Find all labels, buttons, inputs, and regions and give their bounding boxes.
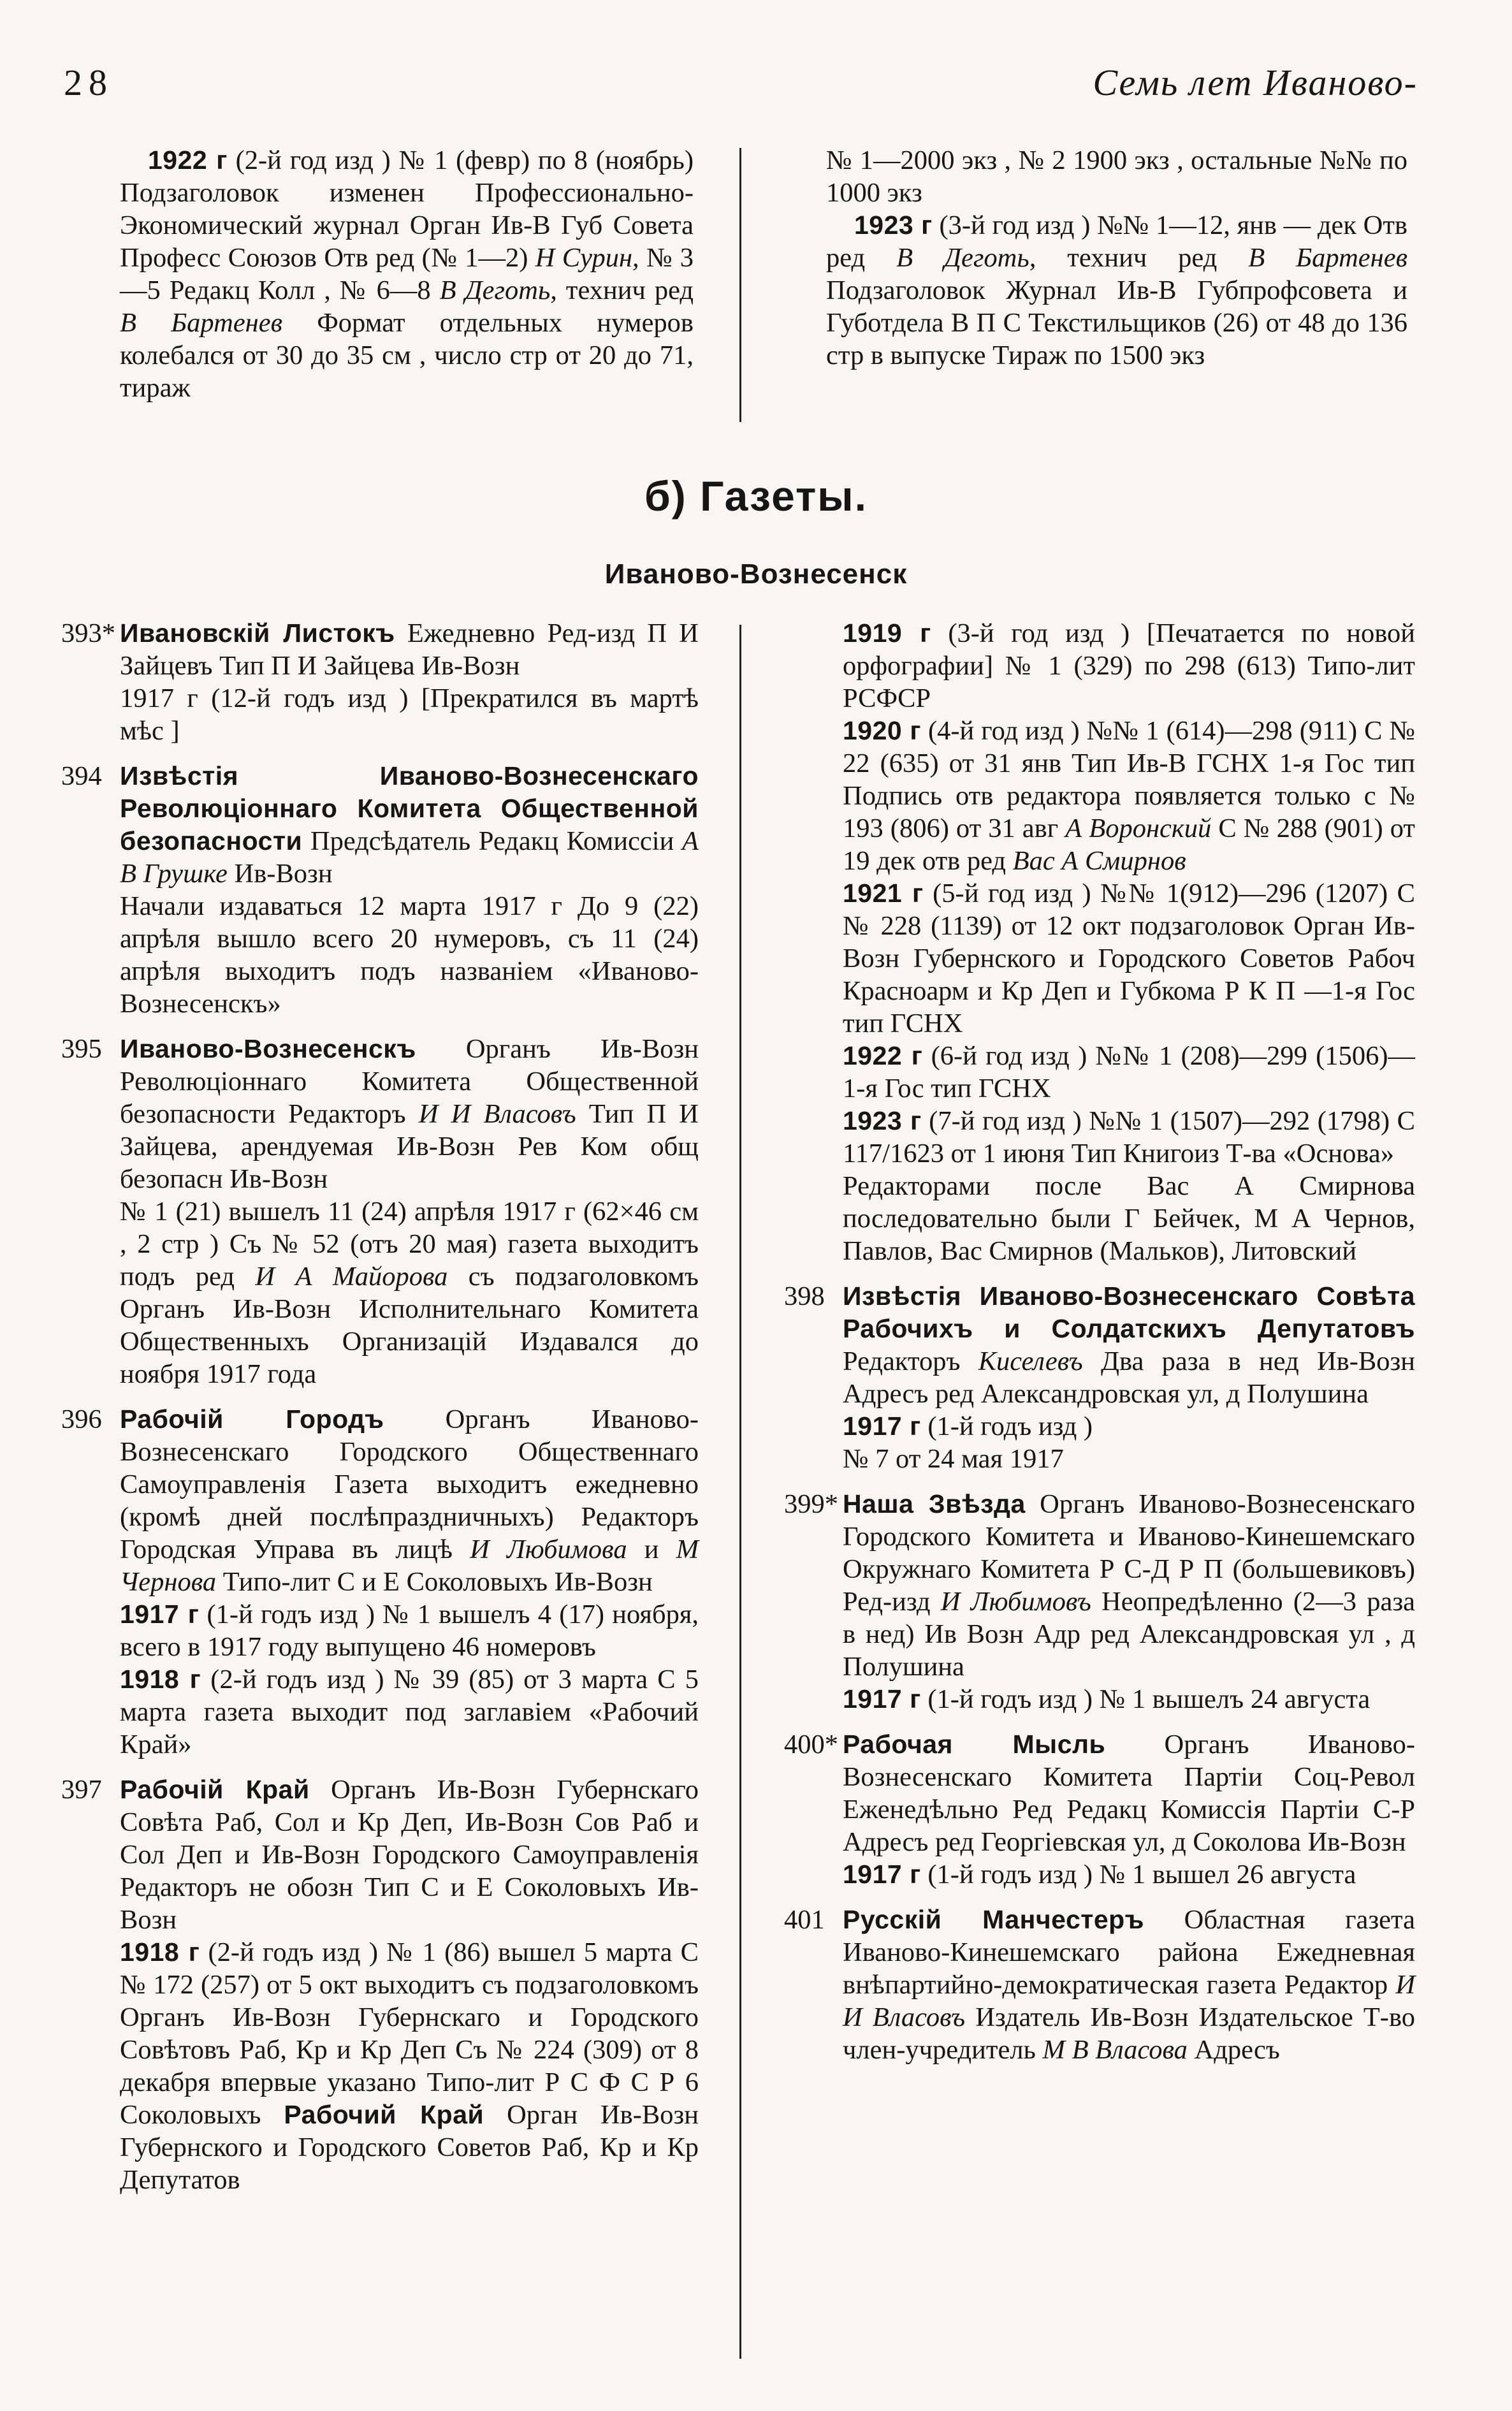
entry-text xyxy=(120,1936,699,2196)
newspaper-title: Извѣстія Иваново-Вознесенскаго Совѣта Рабочихъ и Солдатскихъ Депутатовъ xyxy=(843,1281,1415,1343)
year-label: 1917 г xyxy=(843,1411,921,1441)
entry-text xyxy=(843,1410,1415,1443)
text: Ежедневно Ред-изд П И Зайцевъ Тип П И Зайцева Ив-Возн xyxy=(120,618,699,681)
entry-number: 396 xyxy=(61,1404,102,1434)
text: (4-й год изд ) №№ 1 (614)—298 (911) С № 22 (635) от 31 янв Тип Ив-В ГСНХ 1-я Гос тип Подпись отв редактора появляется только с № 193 (806) от 31 авг xyxy=(843,716,1415,843)
text: Ив-Возн xyxy=(234,859,333,889)
text: (3-й год изд ) [Печатается по новой орфографии] № 1 (329) по 298 (613) Типо-лит РСФСР xyxy=(843,618,1415,713)
entry-text xyxy=(120,890,699,1020)
text: Издатель Ив-Возн Издательское Т-во член-учредитель xyxy=(843,2002,1415,2065)
text: (3-й год изд ) №№ 1—12, янв — дек Отв ред xyxy=(826,210,1407,273)
editor-name: А Воронский xyxy=(1065,813,1212,843)
text: съ подзаголовкомъ Органъ Ив-Возн Исполнительнаго Комитета Общественныхъ Организацій Издавался до ноября 1917 года xyxy=(120,1262,699,1389)
text: Орган Ив-Возн Губернского и Городского Советов Раб, Кр и Кр Депутатов xyxy=(120,2100,699,2195)
entry-text xyxy=(843,1488,1415,1683)
entry-397 xyxy=(61,1774,699,2196)
entry-number: 397 xyxy=(61,1775,102,1805)
entry-number: 401 xyxy=(784,1905,825,1935)
editor-name: В Деготь, xyxy=(439,275,557,305)
editor-name: Вас А Смирнов xyxy=(1012,846,1186,876)
entry-text xyxy=(843,1858,1415,1891)
editor-name: М Чернова xyxy=(120,1534,699,1597)
text: (1-й годъ изд ) № 1 вышел 26 августа xyxy=(927,1860,1356,1890)
year-label: 1917 г xyxy=(843,1684,921,1714)
entry-number: 400* xyxy=(784,1730,838,1759)
editor-name: И И Власовъ xyxy=(418,1099,576,1129)
entry-text xyxy=(120,760,699,890)
entry-text xyxy=(843,1904,1415,2066)
entry-text xyxy=(120,1774,699,1936)
text: Органъ Иваново-Вознесенскаго Комитета Партіи Соц-Револ Еженедѣльно Ред Редакц Комиссія Партіи С-Р Адресъ ред Георгіевская ул, д Соколова Ив-Возн xyxy=(843,1730,1415,1857)
newspaper-title: Русскій Манчестеръ xyxy=(843,1905,1145,1934)
column-divider-main xyxy=(739,625,741,2359)
entry-text xyxy=(843,1105,1415,1170)
editor-name: А В Грушке xyxy=(120,826,699,889)
editor-name: И Любимова xyxy=(470,1534,627,1564)
newspaper-title: Рабочая Мысль xyxy=(843,1730,1106,1759)
journal-1922-paragraph xyxy=(120,144,694,404)
entry-text xyxy=(843,617,1415,715)
text: № 7 от 24 мая 1917 xyxy=(843,1444,1064,1474)
text: (6-й год изд ) №№ 1 (208)—299 (1506)—1-я Гос тип ГСНХ xyxy=(843,1041,1415,1104)
entry-394 xyxy=(61,760,699,1020)
editor-name: М В Власова xyxy=(1042,2035,1188,2065)
text: (2-й год изд ) № 1 (февр) по 8 (ноябрь) Подзаголовок изменен Профессионально-Экономический журнал Орган Ив-В Губ Совета Професс Союзов Отв ред (№ 1—2) xyxy=(120,145,694,273)
newspaper-title: Наша Звѣзда xyxy=(843,1489,1026,1519)
text: Подзаголовок Журнал Ив-В Губпрофсовета и Губотдела В П С Текстильщиков (26) от 48 до 136 стр в выпуске Тираж по 1500 экз xyxy=(826,275,1407,370)
entry-text xyxy=(120,1663,699,1761)
page-number: 28 xyxy=(64,62,113,103)
entry-398 xyxy=(784,1280,1415,1475)
entry-text xyxy=(120,1403,699,1598)
entry-text xyxy=(843,1170,1415,1267)
right-entries-column xyxy=(784,617,1415,2079)
text: 1917 г (12-й годъ изд ) [Прекратился въ мартѣ мѣс ] xyxy=(120,683,699,746)
entry-395 xyxy=(61,1033,699,1390)
year-label: 1922 г xyxy=(843,1041,923,1070)
entry-number: 393* xyxy=(61,618,115,648)
year-label: 1920 г xyxy=(843,716,921,745)
editor-name: И И Власовъ xyxy=(843,1970,1416,2032)
entry-number: 398 xyxy=(784,1281,825,1311)
city-title: Иваново-Вознесенск xyxy=(604,558,908,590)
entry-number: 394 xyxy=(61,761,102,791)
year-label: 1921 г xyxy=(843,878,924,908)
entry-401 xyxy=(784,1904,1415,2066)
entry-text xyxy=(843,1728,1415,1858)
text: Областная газета Иваново-Кинешемскаго района Ежедневная внѣпартийно-демократическая газета Редактор xyxy=(843,1905,1415,2000)
column-divider-top xyxy=(739,148,741,422)
entry-number: 395 xyxy=(61,1034,102,1064)
text: Тип П И Зайцева, арендуемая Ив-Возн Рев Ком общ безопасн Ив-Возн xyxy=(120,1099,699,1194)
text: Органъ Ив-Возн Губернскаго Совѣта Раб, Сол и Кр Деп, Ив-Возн Сов Раб и Сол Деп и Ив-Возн Городского Самоуправленія Редакторъ не обозн Тип С и Е Соколовыхъ Ив-Возн xyxy=(120,1775,699,1935)
newspaper-title: Рабочій Край xyxy=(120,1775,310,1804)
text: и xyxy=(644,1534,659,1564)
entry-396 xyxy=(61,1403,699,1761)
newspaper-title: Иваново-Вознесенскъ xyxy=(120,1034,416,1063)
year-label: 1917 г xyxy=(843,1860,921,1889)
text: Предсѣдатель Редакц Комиссіи xyxy=(310,826,674,856)
year-label: 1923 г xyxy=(843,1106,922,1135)
text: (5-й год изд ) №№ 1(912)—296 (1207) С № 228 (1139) от 12 окт подзаголовок Орган Ив-Возн Губернского и Городского Советов Рабоч Красноарм и Кр Деп и Губкома Р К П —1-я Гос тип ГСНХ xyxy=(843,878,1415,1038)
section-title: б) Газеты. xyxy=(644,472,868,520)
entry-number: 399* xyxy=(784,1489,838,1519)
text: Редакторами после Вас А Смирнова последовательно были Г Бейчек, М А Чернов, Павлов, Вас Смирнов (Мальков), Литовский xyxy=(843,1171,1415,1266)
running-title: Семь лет Иваново- xyxy=(1093,62,1418,103)
entry-text xyxy=(843,1683,1415,1715)
newspaper-title: Рабочій Городъ xyxy=(120,1404,384,1434)
entry-text xyxy=(120,617,699,682)
entry-393 xyxy=(61,617,699,747)
entry-text xyxy=(843,1040,1415,1105)
editor-name: И Любимовъ xyxy=(940,1587,1091,1617)
circulation-paragraph xyxy=(826,144,1407,209)
text: (2-й годъ изд ) № 1 (86) вышел 5 марта С № 172 (257) от 5 окт выходитъ съ подзаголовкомъ Органъ Ив-Возн Губернскаго и Городского Совѣтовъ Раб, Кр и Кр Деп Съ № 224 (309) от 8 декабря впервые указано Типо-лит Р С Ф С Р 6 Соколовыхъ xyxy=(120,1937,699,2130)
newspaper-title: Рабочий Край xyxy=(284,2100,484,2129)
newspaper-title: Ивановскій Листокъ xyxy=(120,618,395,648)
year-label: 1919 г xyxy=(843,618,931,648)
text: Два раза в нед Ив-Возн Адресъ ред Александровская ул, д Полушина xyxy=(843,1346,1416,1409)
text: технич ред xyxy=(1067,243,1218,273)
text: Органъ Иваново-Вознесенскаго Городского Комитета и Иваново-Кинешемскаго Окружнаго Комитета Р С-Д Р П (большевиковъ) Ред-изд xyxy=(843,1489,1415,1617)
text: № 3—5 Редакц Колл , № 6—8 xyxy=(120,243,694,305)
editor-name: И А Майорова xyxy=(255,1262,448,1292)
text: № 1—2000 экз , № 2 1900 экз , остальные №№ по 1000 экз xyxy=(826,145,1407,208)
year-label: 1918 г xyxy=(120,1937,200,1967)
journal-1923-paragraph xyxy=(826,209,1407,372)
year-label: 1917 г xyxy=(120,1599,200,1629)
text: № 1 (21) вышелъ 11 (24) апрѣля 1917 г (62×46 см , 2 стр ) Съ № 52 (отъ 20 мая) газета выходитъ подъ ред xyxy=(120,1197,699,1292)
editor-name: В Деготь, xyxy=(896,243,1036,273)
editor-name: В Бартенев xyxy=(120,308,283,338)
text: Адресъ xyxy=(1194,2035,1280,2065)
text: Начали издаваться 12 марта 1917 г До 9 (22) апрѣля вышло всего 20 нумеровъ, съ 11 (24) апрѣля выходитъ подъ названіем «Иваново-Вознесенскъ» xyxy=(120,891,699,1019)
entry-text xyxy=(843,715,1415,877)
entry-text xyxy=(843,1443,1415,1475)
entry-text xyxy=(843,1280,1415,1410)
year-label: 1922 г xyxy=(148,145,228,175)
text: Типо-лит С и Е Соколовыхъ Ив-Возн xyxy=(222,1567,653,1597)
text: (1-й годъ изд ) xyxy=(927,1411,1093,1441)
text: Формат отдельных нумеров колебался от 30 до 35 см , число стр от 20 до 71, тираж xyxy=(120,308,694,403)
left-entries-column xyxy=(61,617,699,2209)
entry-397-continuation xyxy=(784,617,1415,1267)
entry-text xyxy=(120,1033,699,1195)
text: С № 288 (901) от 19 дек отв ред xyxy=(843,813,1415,876)
text: (1-й годъ изд ) № 1 вышелъ 4 (17) ноября, всего в 1917 году выпущено 46 номеровъ xyxy=(120,1599,699,1662)
text: Неопредѣленно (2—3 раза в нед) Ив Возн Адр ред Александровская ул , д Полушина xyxy=(843,1587,1415,1682)
top-left-column xyxy=(120,144,694,404)
text: Редакторъ xyxy=(843,1346,961,1376)
entry-text xyxy=(120,1195,699,1390)
entry-text xyxy=(120,682,699,747)
editor-name: В Бартенев xyxy=(1248,243,1408,273)
text: (1-й годъ изд ) № 1 вышелъ 24 августа xyxy=(927,1684,1370,1714)
text: Органъ Ив-Возн Революціоннаго Комитета Общественной безопасности Редакторъ xyxy=(120,1034,699,1129)
entry-400 xyxy=(784,1728,1415,1891)
top-right-column xyxy=(826,144,1407,372)
year-label: 1918 г xyxy=(120,1664,201,1694)
entry-text xyxy=(120,1598,699,1663)
text: технич ред xyxy=(565,275,694,305)
text: (2-й годъ изд ) № 39 (85) от 3 марта С 5 марта газета выходит под заглавіем «Рабочий Край» xyxy=(120,1664,699,1759)
text: Органъ Иваново-Вознесенскаго Городского Общественнаго Самоуправленія Газета выходитъ ежедневно (кромѣ дней послѣпраздничныхъ) Редакторъ Городская Управа въ лицѣ xyxy=(120,1404,699,1564)
entry-399 xyxy=(784,1488,1415,1715)
year-label: 1923 г xyxy=(854,210,933,240)
text: (7-й год изд ) №№ 1 (1507)—292 (1798) С 117/1623 от 1 июня Тип Книгоиз Т-ва «Основа» xyxy=(843,1106,1416,1169)
newspaper-title: Извѣстія Иваново-Вознесенскаго Революціоннаго Комитета Общественной безопасности xyxy=(120,761,699,856)
editor-name: Н Сурин, xyxy=(535,243,639,273)
editor-name: Киселевъ xyxy=(978,1346,1083,1376)
entry-text xyxy=(843,877,1415,1040)
